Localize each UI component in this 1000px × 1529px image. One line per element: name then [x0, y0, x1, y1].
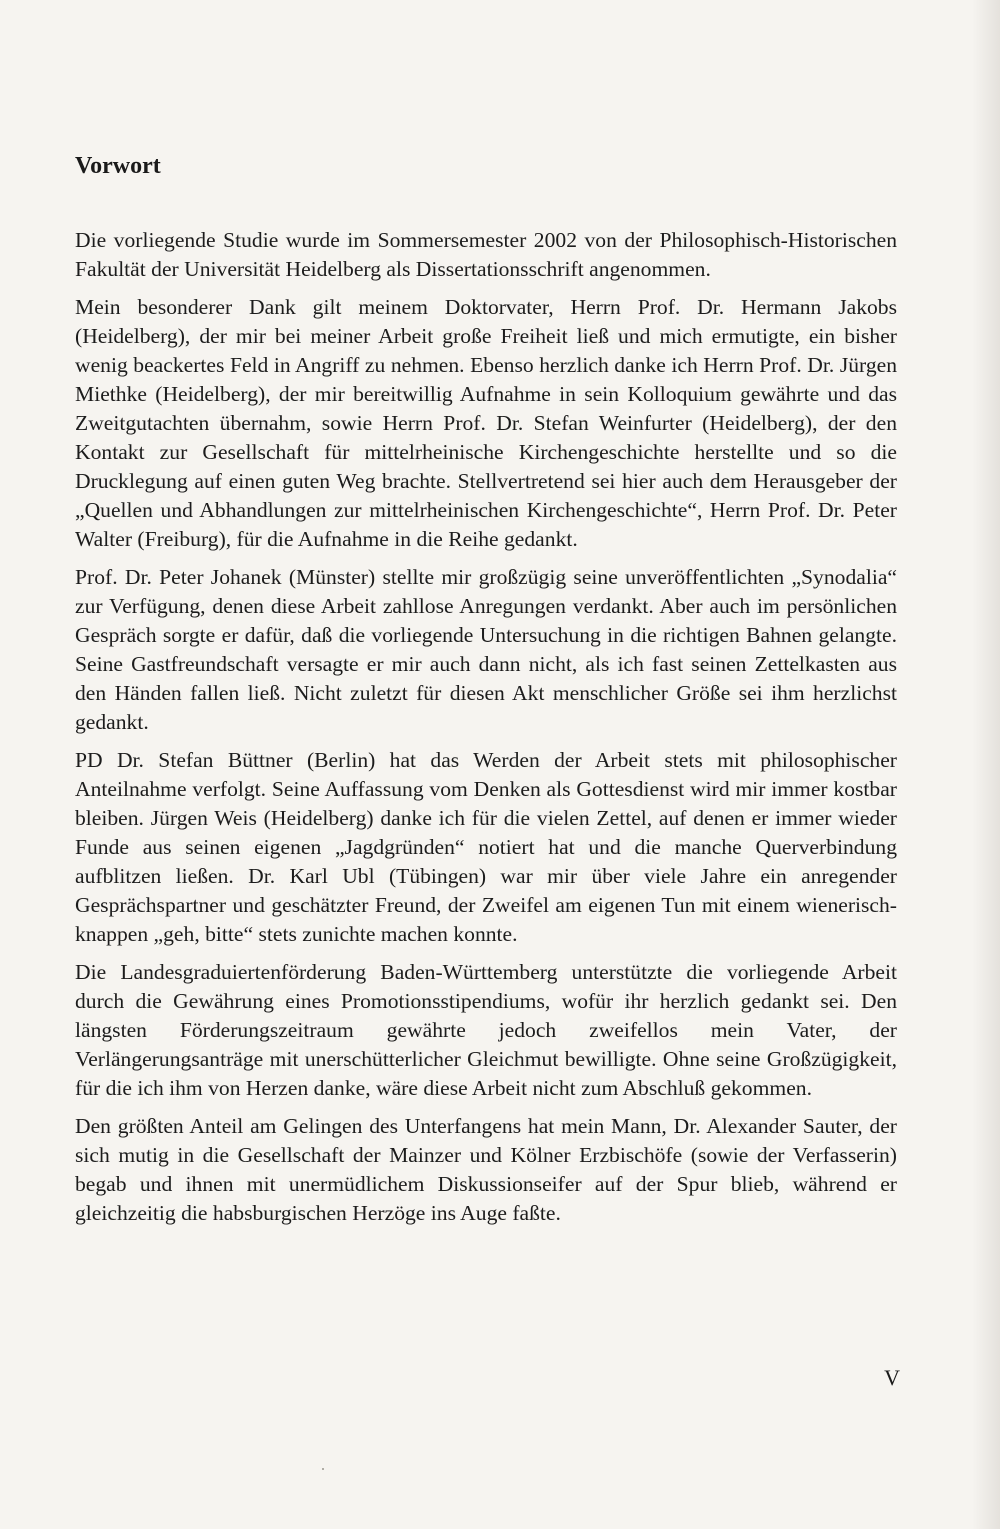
paragraph-6: Den größten Anteil am Gelingen des Unterfangens hat mein Mann, Dr. Alexander Sauter, der sich mutig in die Gesellschaft der Mainzer und Kölner Erzbischöfe (sowie der Verfasserin) begab und ihnen mit unermüdlichem Diskussionseifer auf der Spur blieb, während er gleichzeitig die habsburgischen Herzöge ins Auge faßte. [75, 1114, 897, 1225]
page-edge-shadow [972, 0, 1000, 1529]
foreword-text-block [75, 150, 897, 1237]
page-title: Vorwort [75, 153, 161, 179]
paragraph-2: Mein besonderer Dank gilt meinem Doktorvater, Herrn Prof. Dr. Hermann Jakobs (Heidelberg), der mir bei meiner Arbeit große Freiheit ließ und mich ermutigte, ein bisher wenig beackertes Feld in Angriff zu nehmen. Ebenso herzlich danke ich Herrn Prof. Dr. Jürgen Miethke (Heidelberg), der mir bereitwillig Aufnahme in sein Kolloquium gewährte und das Zweitgutachten übernahm, sowie Herrn Prof. Dr. Stefan Weinfurter (Heidelberg), der den Kontakt zur Gesellschaft für mittelrheinische Kirchengeschichte herstellte und so die Drucklegung auf einen guten Weg brachte. Stellvertretend sei hier auch dem Herausgeber der „Quellen und Abhandlungen zur mittelrheinischen Kirchengeschichte“, Herrn Prof. Dr. Peter Walter (Freiburg), für die Aufnahme in die Reihe gedankt. [75, 295, 897, 551]
paragraph-1: Die vorliegende Studie wurde im Sommersemester 2002 von der Philosophisch-Historischen Fakultät der Universität Heidelberg als Dissertationsschrift angenommen. [75, 228, 897, 281]
page-number: V [884, 1365, 900, 1390]
paragraph-3: Prof. Dr. Peter Johanek (Münster) stellte mir großzügig seine unveröffentlichten „Synodalia“ zur Verfügung, denen diese Arbeit zahllose Anregungen verdankt. Aber auch im persönlichen Gespräch sorgte er dafür, daß die vorliegende Untersuchung in die richtigen Bahnen gelangte. Seine Gastfreundschaft versagte er mir auch dann nicht, als ich fast seinen Zettelkasten aus den Händen fallen ließ. Nicht zuletzt für diesen Akt menschlicher Größe sei ihm herzlichst gedankt. [75, 565, 897, 734]
paper-speck [322, 1468, 324, 1470]
paragraph-4: PD Dr. Stefan Büttner (Berlin) hat das Werden der Arbeit stets mit philosophischer Anteilnahme verfolgt. Seine Auffassung vom Denken als Gottesdienst wird mir immer kostbar bleiben. Jürgen Weis (Heidelberg) danke ich für die vielen Zettel, auf denen er immer wieder Funde aus seinen eigenen „Jagdgründen“ notiert hat und die manche Querverbindung aufblitzen ließen. Dr. Karl Ubl (Tübingen) war mir über viele Jahre ein anregender Gesprächspartner und geschätzter Freund, der Zweifel am eigenen Tun mit einem wienerisch-knappen „geh, bitte“ stets zunichte machen konnte. [75, 748, 897, 946]
paragraph-5: Die Landesgraduiertenförderung Baden-Württemberg unterstützte die vorliegende Arbeit durch die Gewährung eines Promotionsstipendiums, wofür ihr herzlich gedankt sei. Den längsten Förderungszeitraum gewährte jedoch zweifellos mein Vater, der Verlängerungsanträge mit unerschütterlicher Gleichmut bewilligte. Ohne seine Großzügigkeit, für die ich ihm von Herzen danke, wäre diese Arbeit nicht zum Abschluß gekommen. [75, 960, 897, 1100]
